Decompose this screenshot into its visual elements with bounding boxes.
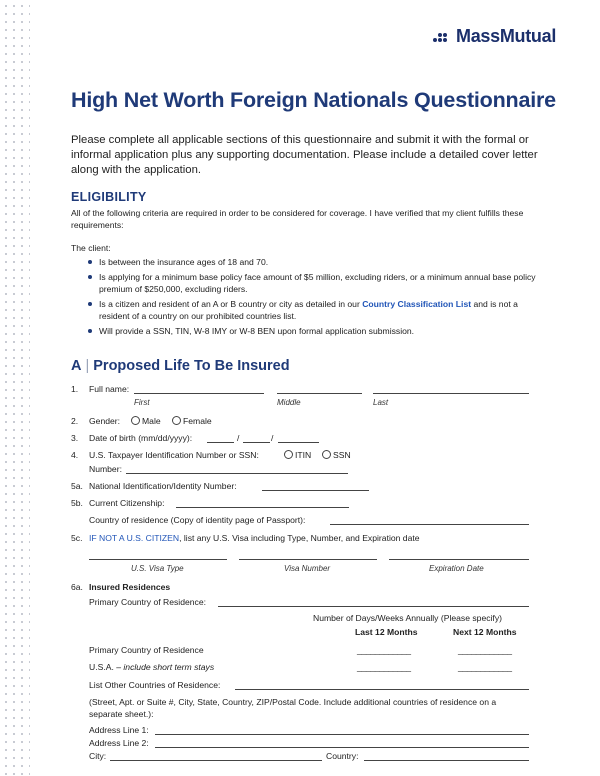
logo-text: MassMutual (456, 26, 557, 46)
q3-label: Date of birth (mm/dd/yyyy): (89, 433, 193, 443)
q5b-label: Current Citizenship: (89, 498, 165, 508)
q5c-label: IF NOT A U.S. CITIZEN, list any U.S. Visa including Type, Number, and Expiration date (89, 533, 420, 543)
page-title: High Net Worth Foreign Nationals Questionnaire (71, 88, 556, 112)
usa-next12-field[interactable]: ____________ (458, 662, 512, 672)
primary-row-label: Primary Country of Residence (89, 645, 204, 655)
address-line-1-label: Address Line 1: (89, 725, 149, 735)
last-name-field[interactable] (373, 393, 529, 394)
last-12-months-header: Last 12 Months (355, 627, 418, 637)
dob-year-field[interactable] (278, 442, 319, 443)
citizenship-field[interactable] (176, 507, 349, 508)
address-line-1-field[interactable] (155, 734, 529, 735)
national-id-field[interactable] (262, 490, 369, 491)
ssn-radio[interactable]: SSN (322, 450, 351, 461)
address-line-2-field[interactable] (155, 747, 529, 748)
q2-number: 2. (71, 416, 79, 426)
country-field[interactable] (364, 760, 529, 761)
list-item: Is between the insurance ages of 18 and 70. (86, 256, 536, 268)
female-radio[interactable]: Female (172, 416, 212, 427)
usa-last12-field[interactable]: ____________ (357, 662, 411, 672)
next-12-months-header: Next 12 Months (453, 627, 517, 637)
dob-month-field[interactable] (207, 442, 234, 443)
country-classification-link[interactable]: Country Classification List (362, 299, 472, 309)
primary-last12-field[interactable]: ____________ (357, 645, 411, 655)
radio-icon (172, 416, 181, 425)
city-label: City: (89, 751, 107, 761)
country-label: Country: (326, 751, 359, 761)
list-item: Will provide a SSN, TIN, W-8 IMY or W-8 BEN upon formal application submission. (86, 325, 536, 337)
country-residence-label: Country of residence (Copy of identity page of Passport): (89, 515, 306, 525)
other-countries-label: List Other Countries of Residence: (89, 680, 221, 690)
q4-number: 4. (71, 450, 79, 460)
dob-slash: / (271, 433, 274, 443)
expiration-caption: Expiration Date (429, 564, 484, 573)
other-countries-field[interactable] (235, 689, 529, 690)
q1-label: Full name: (89, 384, 130, 394)
intro-paragraph: Please complete all applicable sections of this questionnaire and submit it with the formal or informal application plus any supporting documentation. Please include a detailed cover letter along with the application. (71, 134, 538, 176)
q2-label: Gender: (89, 416, 121, 426)
list-item: Is a citizen and resident of an A or B country or city as detailed in our Country Classification List and is not a resident of a country on our prohibited countries list. (86, 298, 536, 322)
number-label: Number: (89, 464, 122, 474)
q4-label: U.S. Taxpayer Identification Number or SSN: (89, 450, 259, 460)
primary-next12-field[interactable]: ____________ (458, 645, 512, 655)
list-item: Is applying for a minimum base policy face amount of $5 million, excluding riders, or a minimum annual base policy premium of $250,000, excluding riders. (86, 271, 536, 295)
section-a-heading: A | Proposed Life To Be Insured (71, 358, 290, 374)
dob-slash: / (237, 433, 240, 443)
visa-number-field[interactable] (239, 559, 377, 560)
primary-country-field[interactable] (218, 606, 529, 607)
tin-number-field[interactable] (126, 473, 348, 474)
q5a-number: 5a. (71, 481, 83, 491)
middle-caption: Middle (277, 398, 301, 407)
primary-country-label: Primary Country of Residence: (89, 597, 207, 607)
first-name-field[interactable] (134, 393, 264, 394)
eligibility-paragraph: All of the following criteria are required in order to be considered for coverage. I have verified that my client fulfills these requirements: (71, 208, 524, 230)
address-line-2-label: Address Line 2: (89, 738, 149, 748)
last-caption: Last (373, 398, 389, 407)
q6a-number: 6a. (71, 582, 83, 592)
radio-icon (131, 416, 140, 425)
eligibility-heading: ELIGIBILITY (71, 190, 147, 204)
address-note: (Street, Apt. or Suite #, City, State, Country, ZIP/Postal Code. Include additional countries of residence on a separate sheet.): (89, 697, 497, 719)
itin-radio[interactable]: ITIN (284, 450, 311, 461)
visa-type-caption: U.S. Visa Type (131, 564, 184, 573)
eligibility-list (86, 256, 536, 340)
male-radio[interactable]: Male (131, 416, 161, 427)
first-caption: First (134, 398, 150, 407)
q3-number: 3. (71, 433, 79, 443)
q6a-label: Insured Residences (89, 582, 171, 592)
q5b-number: 5b. (71, 498, 83, 508)
q5c-number: 5c. (71, 533, 83, 543)
visa-number-caption: Visa Number (284, 564, 331, 573)
visa-type-field[interactable] (89, 559, 227, 560)
dotted-border-decoration (0, 0, 30, 776)
q1-number: 1. (71, 384, 79, 394)
radio-icon (322, 450, 331, 459)
middle-name-field[interactable] (277, 393, 362, 394)
massmutual-logo (433, 26, 556, 47)
q5a-label: National Identification/Identity Number: (89, 481, 237, 491)
client-label: The client: (71, 243, 111, 253)
visa-expiration-field[interactable] (389, 559, 529, 560)
usa-row-label: U.S.A. – include short term stays (89, 662, 215, 672)
days-header: Number of Days/Weeks Annually (Please specify) (313, 613, 502, 623)
city-field[interactable] (110, 760, 322, 761)
dob-day-field[interactable] (243, 442, 270, 443)
logo-dots-icon (433, 30, 453, 44)
country-residence-field[interactable] (330, 524, 529, 525)
radio-icon (284, 450, 293, 459)
